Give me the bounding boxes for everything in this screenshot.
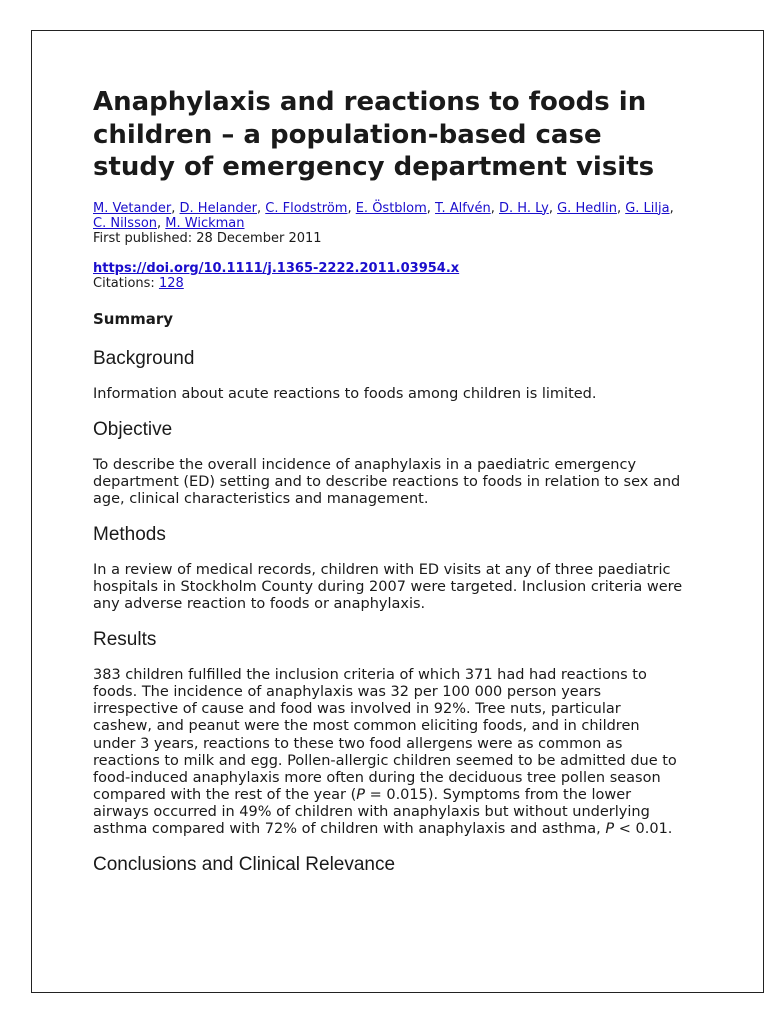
- author-link[interactable]: M. Wickman: [165, 215, 245, 231]
- author-link[interactable]: D. H. Ly: [499, 200, 549, 216]
- section-background: [93, 347, 683, 403]
- results-text-part: < 0.01.: [614, 821, 673, 837]
- author-link[interactable]: T. Alfvén: [435, 200, 491, 216]
- doi-link[interactable]: https://doi.org/10.1111/j.1365-2222.2011.03954.x: [93, 260, 460, 276]
- author-link[interactable]: G. Lilja: [625, 200, 670, 216]
- citations-label: Citations:: [93, 275, 155, 291]
- author-link[interactable]: C. Flodström: [265, 200, 348, 216]
- results-text-part: 383 children fulfilled the inclusion criteria of which 371 had had reactions to foods. The incidence of anaphylaxis was 32 per 100 000 person years irrespective of cause and food was involved in 92%. Tree nuts, particular cashew, and peanut were the most common eliciting foods, and in children under 3 years, reactions to these two food allergens were as common as reactions to milk and egg. Pollen-allergic children seemed to be admitted due to food-induced anaphylaxis more often during the deciduous tree pollen season compared with the rest of the year (: [93, 667, 677, 803]
- summary-heading: Summary: [93, 309, 174, 328]
- section-text: Information about acute reactions to foods among children is limited.: [93, 385, 597, 402]
- section-text: [93, 667, 683, 838]
- author-link[interactable]: M. Vetander: [93, 200, 172, 216]
- section-heading: Results: [93, 629, 157, 651]
- section-conclusions: [93, 853, 683, 877]
- author-link[interactable]: C. Nilsson: [93, 215, 158, 231]
- author-link[interactable]: E. Östblom: [355, 200, 427, 216]
- citations-link[interactable]: 128: [158, 275, 184, 291]
- article: [93, 86, 683, 877]
- section-objective: [93, 418, 683, 508]
- section-heading: Background: [93, 347, 195, 369]
- article-title: Anaphylaxis and reactions to foods in children – a population-based case study of emergency department visits: [93, 87, 655, 182]
- p-value-symbol: P: [605, 821, 615, 837]
- section-heading: Methods: [93, 523, 166, 545]
- doi-line: [93, 261, 683, 276]
- section-text: In a review of medical records, children with ED visits at any of three paediatric hospitals in Stockholm County during 2007 were targeted. Inclusion criteria were any adverse reaction to foods or anaphylaxis.: [93, 561, 683, 613]
- author-link[interactable]: D. Helander: [179, 200, 257, 216]
- section-results: [93, 628, 683, 838]
- section-heading: Objective: [93, 418, 173, 440]
- first-published: First published: 28 December 2011: [93, 230, 322, 246]
- section-text: To describe the overall incidence of anaphylaxis in a paediatric emergency department (ED) setting and to describe reactions to foods in relation to sex and age, clinical characteristics and management.: [93, 456, 681, 507]
- author-link[interactable]: G. Hedlin: [557, 200, 617, 216]
- p-value-symbol: P: [356, 786, 365, 803]
- results-text-part: = 0.015). Symptoms from the lower airways occurred in 49% of children with anaphylaxis but without underlying asthma compared with 72% of children with anaphylaxis and asthma,: [93, 786, 650, 837]
- section-heading: Conclusions and Clinical Relevance: [93, 854, 396, 876]
- section-methods: [93, 523, 683, 613]
- author-list: M. Vetander, D. Helander, C. Flodström, E. Östblom, T. Alfvén, D. H. Ly, G. Hedlin, G. Lilja, C. Nilsson, M. Wickman: [93, 200, 674, 231]
- citations-line: [93, 276, 683, 291]
